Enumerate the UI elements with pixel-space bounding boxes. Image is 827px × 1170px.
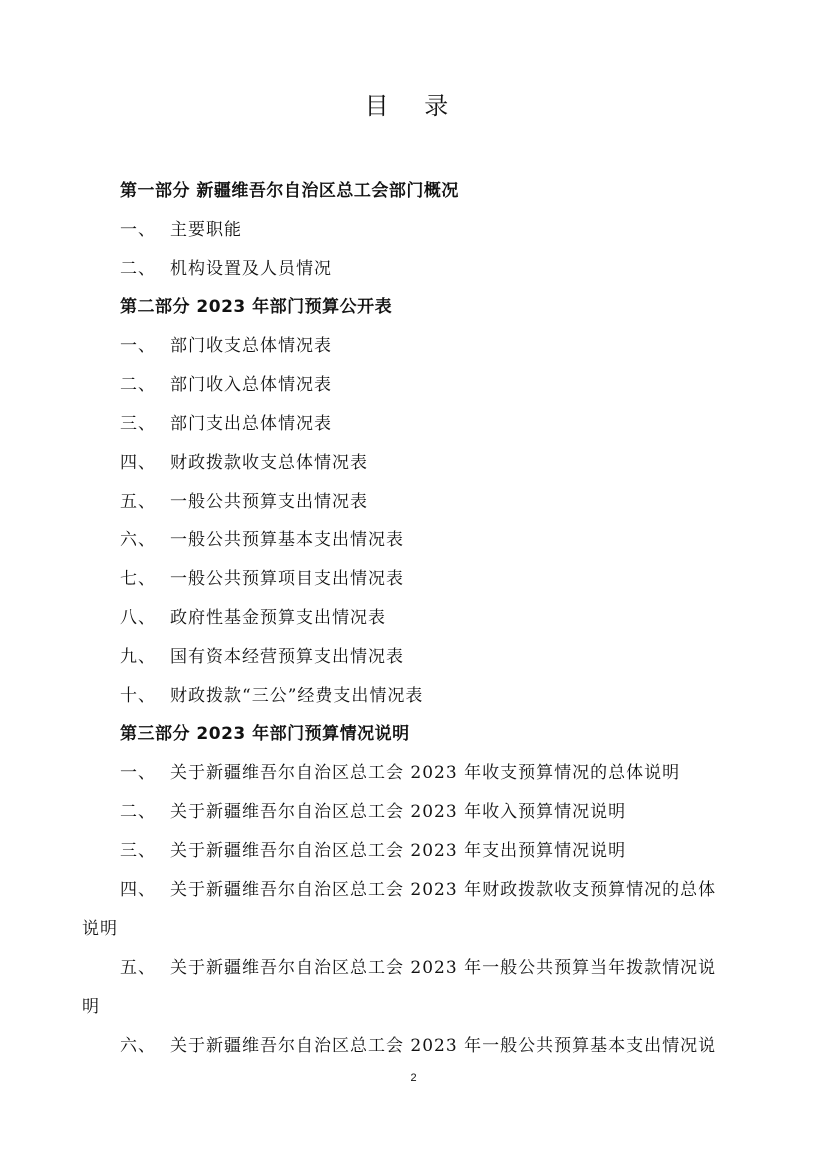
toc-item-number: 八、 — [120, 608, 156, 628]
toc-item-text: 部门支出总体情况表 — [170, 414, 332, 434]
toc-item — [120, 409, 332, 434]
toc-item — [120, 836, 626, 861]
toc-item-number: 二、 — [120, 375, 156, 395]
toc-item-text: 财政拨款“三公”经费支出情况表 — [170, 686, 424, 706]
page-number: 2 — [410, 1072, 417, 1084]
toc-item — [120, 564, 404, 589]
toc-item — [120, 758, 680, 783]
part1-heading: 第一部分 新疆维吾尔自治区总工会部门概况 — [120, 181, 459, 201]
toc-item — [120, 215, 242, 240]
toc-item-number: 四、 — [120, 453, 156, 473]
toc-item-text: 部门收支总体情况表 — [170, 336, 332, 356]
toc-item-text: 一般公共预算项目支出情况表 — [170, 569, 404, 589]
toc-item-text: 关于新疆维吾尔自治区总工会 2023 年收支预算情况的总体说明 — [170, 763, 681, 783]
toc-item-text: 一般公共预算基本支出情况表 — [170, 530, 404, 550]
toc-item-text: 关于新疆维吾尔自治区总工会 2023 年支出预算情况说明 — [170, 841, 627, 861]
toc-item-number: 二、 — [120, 802, 156, 822]
toc-item-number: 四、 — [120, 880, 156, 900]
toc-item-number: 六、 — [120, 530, 156, 550]
toc-item — [120, 254, 332, 279]
part3-heading: 第三部分 2023 年部门预算情况说明 — [120, 724, 410, 744]
toc-item-number: 一、 — [120, 220, 156, 240]
toc-item-text: 部门收入总体情况表 — [170, 375, 332, 395]
toc-item-text: 一般公共预算支出情况表 — [170, 492, 368, 512]
toc-item-number: 二、 — [120, 259, 156, 279]
toc-item-number: 三、 — [120, 414, 156, 434]
toc-item — [120, 875, 716, 900]
toc-item-text: 财政拨款收支总体情况表 — [170, 453, 368, 473]
toc-item-text: 国有资本经营预算支出情况表 — [170, 647, 404, 667]
toc-item-number: 七、 — [120, 569, 156, 589]
toc-item-continuation: 说明 — [82, 919, 118, 939]
toc-item-text: 政府性基金预算支出情况表 — [170, 608, 386, 628]
toc-item-text: 主要职能 — [170, 220, 242, 240]
toc-item — [120, 1031, 716, 1056]
toc-item — [120, 603, 386, 628]
toc-title: 目 录 — [364, 92, 463, 120]
toc-item — [120, 681, 423, 706]
toc-item — [120, 642, 404, 667]
toc-item-number: 三、 — [120, 841, 156, 861]
toc-item-number: 五、 — [120, 492, 156, 512]
toc-item-number: 五、 — [120, 958, 156, 978]
toc-item-number: 一、 — [120, 336, 156, 356]
toc-item-text: 关于新疆维吾尔自治区总工会 2023 年财政拨款收支预算情况的总体 — [170, 880, 717, 900]
toc-item-continuation: 明 — [82, 997, 100, 1017]
toc-item-number: 九、 — [120, 647, 156, 667]
toc-item-number: 六、 — [120, 1036, 156, 1056]
toc-item-text: 关于新疆维吾尔自治区总工会 2023 年收入预算情况说明 — [170, 802, 627, 822]
toc-item — [120, 370, 332, 395]
toc-item — [120, 448, 368, 473]
toc-item-text: 机构设置及人员情况 — [170, 259, 332, 279]
toc-item-text: 关于新疆维吾尔自治区总工会 2023 年一般公共预算当年拨款情况说 — [170, 958, 717, 978]
toc-item-number: 一、 — [120, 763, 156, 783]
toc-item-text: 关于新疆维吾尔自治区总工会 2023 年一般公共预算基本支出情况说 — [170, 1036, 717, 1056]
toc-item — [120, 331, 332, 356]
toc-item — [120, 797, 626, 822]
toc-item — [120, 525, 404, 550]
toc-item — [120, 953, 716, 978]
toc-item — [120, 487, 368, 512]
toc-item-number: 十、 — [120, 686, 156, 706]
part2-heading: 第二部分 2023 年部门预算公开表 — [120, 297, 393, 317]
